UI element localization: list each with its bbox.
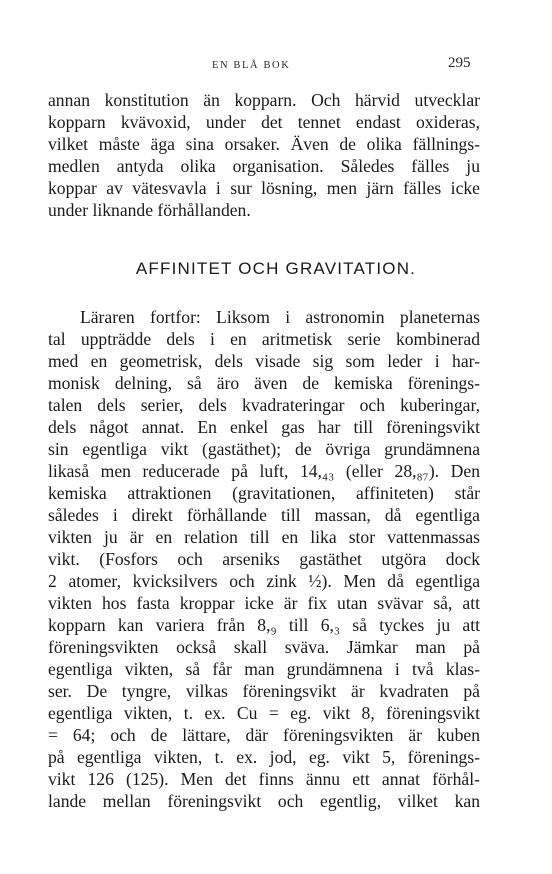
text-line: lande mellan föreningsvikt och egentlig, vilket kan bbox=[48, 791, 480, 811]
text-line: föreningsvikten också skall sväva. Jämkar man på bbox=[48, 637, 480, 657]
running-head: EN BLÅ BOK bbox=[212, 60, 291, 71]
text-line: = 64; och de lättare, där föreningsvikten är kuben bbox=[48, 725, 480, 745]
text-line: sin egentliga vikt (gastäthet); de övriga grundämnena bbox=[48, 439, 480, 459]
text-line: ser. De tyngre, vilkas föreningsvikt är kvadraten på bbox=[48, 681, 480, 701]
text-line: på egentliga vikten, t. ex. jod, eg. vikt 5, förenings- bbox=[48, 747, 480, 767]
text-line: likaså men reducerade på luft, 14,₄₃ (eller 28,₈₇). Den bbox=[48, 461, 480, 481]
text-line: Läraren fortfor: Liksom i astronomin planeternas bbox=[80, 307, 480, 327]
text-line: vikt. (Fosfors och arseniks gastäthet utgöra dock bbox=[48, 549, 480, 569]
text-line: således i direkt förhållande till massan, då egentliga bbox=[48, 505, 480, 525]
text-line: 2 atomer, kvicksilvers och zink ½). Men då egentliga bbox=[48, 571, 480, 591]
text-line: tal uppträdde dels i en aritmetisk serie kombinerad bbox=[48, 329, 480, 349]
text-line: under liknande förhållanden. bbox=[48, 200, 251, 220]
text-line: vikt 126 (125). Men det finns ännu ett annat förhål- bbox=[48, 769, 480, 789]
page-number: 295 bbox=[448, 55, 471, 71]
text-line: kopparn kan variera från 8,₉ till 6,₃ så tyckes ju att bbox=[48, 615, 480, 635]
text-line: egentliga vikten, så får man grundämnena i två klas- bbox=[48, 659, 480, 679]
text-line: vikten hos fasta kroppar icke är fix utan svävar så, att bbox=[48, 593, 480, 613]
text-line: vikten ju är en relation till en lika stor vattenmassas bbox=[48, 527, 480, 547]
text-line: egentliga vikten, t. ex. Cu = eg. vikt 8, föreningsvikt bbox=[48, 703, 480, 723]
text-line: monisk delning, så äro även de kemiska förenings- bbox=[48, 373, 480, 393]
text-line: medlen antyda olika organisation. Således fälles ju bbox=[48, 156, 480, 176]
text-line: vilket måste äga sina orsaker. Även de olika fällnings- bbox=[48, 134, 480, 154]
text-line: kemiska attraktionen (gravitationen, affiniteten) står bbox=[48, 483, 480, 503]
text-line: med en geometrisk, dels visade sig som leder i har- bbox=[48, 351, 480, 371]
text-line: annan konstitution än kopparn. Och härvid utvecklar bbox=[48, 90, 480, 110]
section-title: AFFINITET OCH GRAVITATION. bbox=[135, 259, 417, 278]
text-line: kopparn kvävoxid, under det tennet endast oxideras, bbox=[48, 112, 480, 132]
text-line: koppar av vätesvavla i sur lösning, men järn fälles icke bbox=[48, 178, 480, 198]
text-line: talen dels serier, dels kvadrateringar och kuberingar, bbox=[48, 395, 480, 415]
text-line: dels något annat. En enkel gas har till föreningsvikt bbox=[48, 417, 480, 437]
